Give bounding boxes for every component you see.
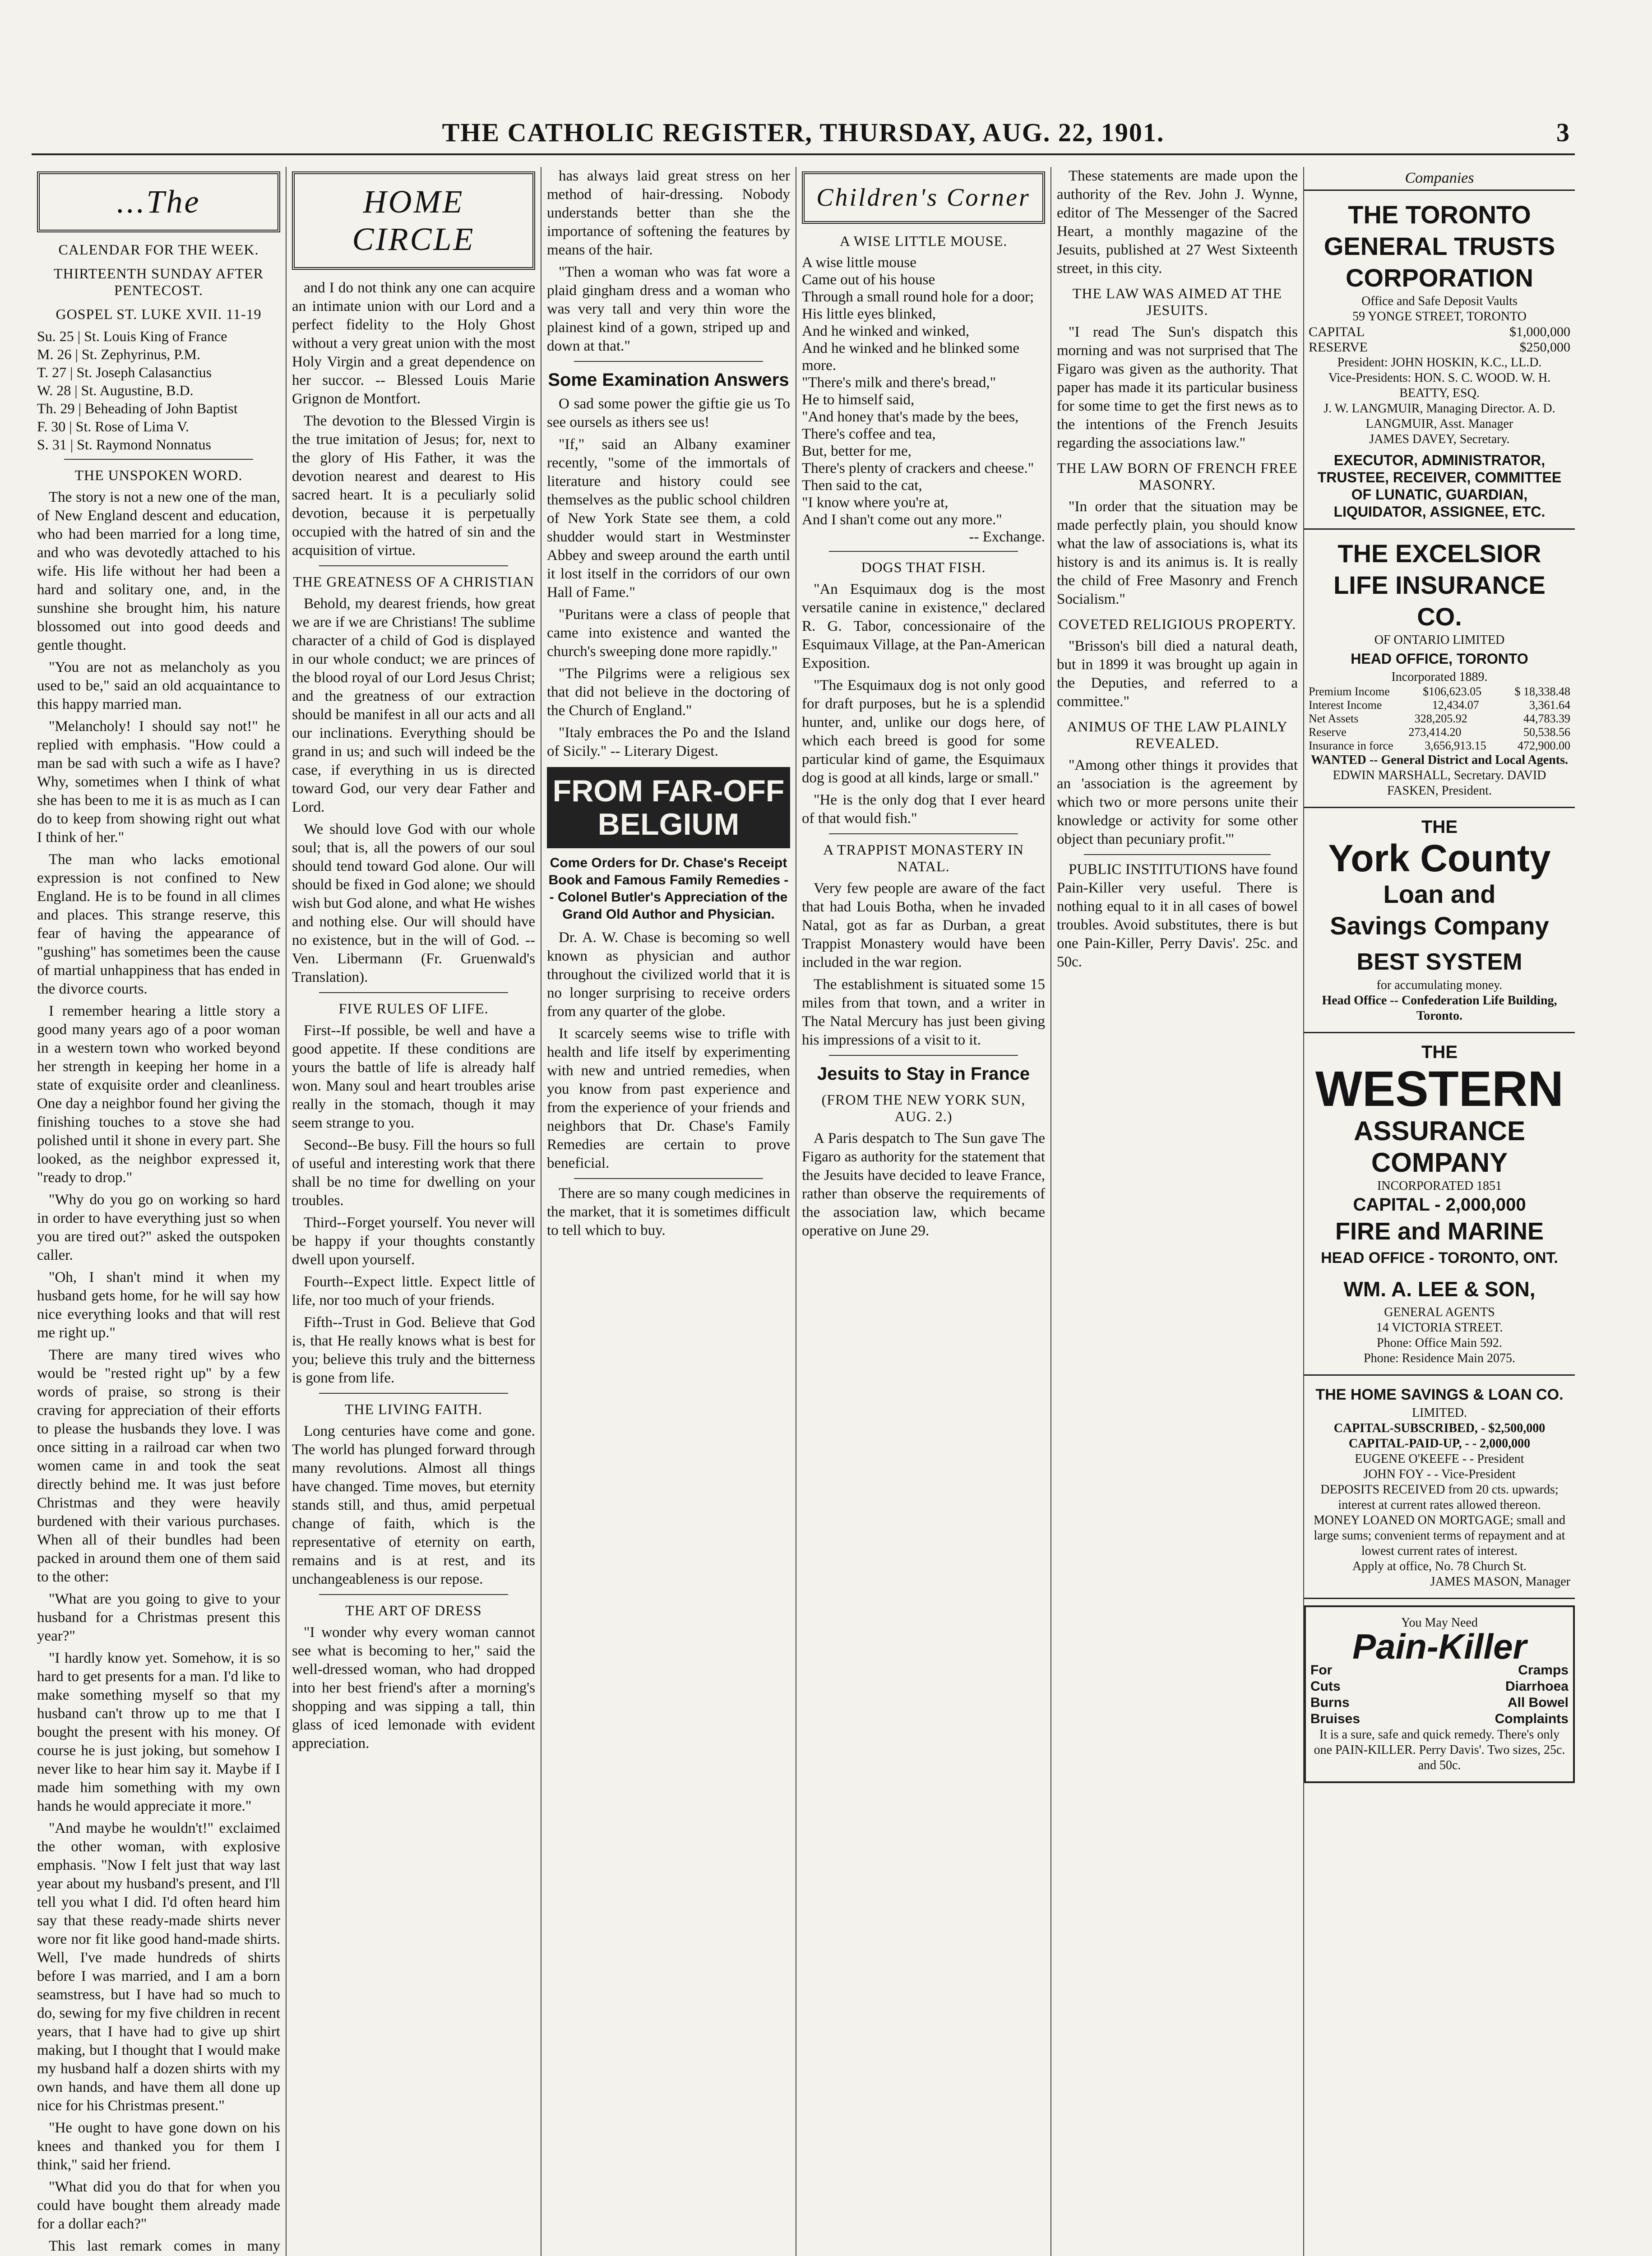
paragraph: "An Esquimaux dog is the most versatile canine in existence," declared R. G. Tabor, concessionaire of the Esquimaux Village, at the Pan-American Exposition.	[802, 581, 1046, 671]
divider	[64, 459, 253, 460]
paragraph: "Italy embraces the Po and the Island of Sicily." -- Literary Digest.	[547, 725, 790, 759]
ads-column	[1304, 167, 1575, 2256]
ad-the: THE	[1421, 1042, 1458, 1062]
poem-line: "There's milk and there's bread,"	[802, 374, 996, 391]
ad-headline-belgium: FROM FAR-OFF BELGIUM	[547, 767, 790, 848]
poem-line: But, better for me,	[802, 443, 912, 459]
paragraph: Long centuries have come and gone. The world has plunged forward through many revolutions. Almost all things have changed. Time moves, but eternity stands still, and thus, amid perpetual change of faith, which is the representative of eternity on earth, remains and is at rest, and its unchangeableness is our repose.	[292, 1423, 535, 1587]
calendar-subtitle: THIRTEENTH SUNDAY AFTER PENTECOST.	[54, 265, 264, 298]
paragraph: The establishment is situated some 15 miles from that town, and a writer in The Natal Mercury has just been giving his impressions of a visit to it.	[802, 976, 1045, 1048]
paragraph: O sad some power the giftie gie us To see oursels as ithers see us!	[547, 396, 790, 430]
divider	[829, 1055, 1018, 1056]
ad-president: EUGENE O'KEEFE - - President	[1355, 1452, 1524, 1466]
ad-name: York County	[1328, 837, 1551, 879]
article-title: A WISE LITTLE MOUSE.	[839, 233, 1008, 249]
article-title: Some Examination Answers	[548, 370, 789, 390]
home-circle-header-left: ...The	[37, 171, 280, 232]
poem-line: His little eyes blinked,	[802, 306, 936, 322]
paragraph: "Oh, I shan't mind it when my husband gets home, for he will say how nice everything looks and that will rest me right up."	[37, 1269, 280, 1341]
column-2	[287, 167, 541, 2256]
ad-office: HEAD OFFICE - TORONTO, ONT.	[1321, 1249, 1558, 1267]
divider	[829, 833, 1018, 834]
reserve-row: RESERVE $250,000	[1309, 340, 1570, 355]
paragraph: "Puritans were a class of people that came into existence and wanted the church's sweeping done more rapidly."	[547, 606, 790, 660]
divider	[319, 565, 508, 566]
ad-sub: Loan and	[1383, 880, 1496, 908]
paragraph: "I wonder why every woman cannot see what is becoming to her," said the well-dressed woman, who had dropped into her best friend's after a morning's shopping and was sipping a tall, thin glass of iced lemonade with evident appreciation.	[292, 1624, 535, 1752]
home-savings-ad	[1304, 1376, 1575, 1599]
article-title: Jesuits to Stay in France	[817, 1064, 1030, 1084]
ad-incorporated: Incorporated 1889.	[1391, 670, 1488, 684]
paragraph: There are many tired wives who would be "rested right up" by a few words of praise, so strong is their craving for appreciation of their efforts to please the husbands they love. I was once sitting in a railroad car when two women came in and took the seat directly behind me. It was just before Christmas and they were heavily burdened with their various purchases. When all of their bundles had been packed in around them one of them said to the other:	[37, 1347, 280, 1585]
paragraph: "He ought to have gone down on his knees and thanked you for them I think," said her friend.	[37, 2120, 280, 2173]
calendar-list	[37, 327, 280, 453]
poem-line: "And honey that's made by the bees,	[802, 409, 1019, 425]
ad-office: HEAD OFFICE, TORONTO	[1351, 651, 1528, 667]
ad-name: THE HOME SAVINGS & LOAN CO.	[1315, 1386, 1564, 1403]
divider	[319, 1393, 508, 1394]
paragraph: The story is not a new one of the man, of New England descent and education, who had been married for a long time, and who was devotedly attached to his wife. His life without her had been a hard and solitary one, and, in the sunshine she brought him, his nature blossomed out into good deeds and gentle thought.	[37, 489, 280, 653]
ad-capital: CAPITAL-PAID-UP, - - 2,000,000	[1348, 1437, 1531, 1451]
excelsior-ad	[1304, 530, 1575, 808]
divider	[829, 551, 1018, 552]
table-row: Reserve 273,414.20 50,538.56	[1309, 726, 1570, 739]
paragraph: Fourth--Expect little. Expect little of life, nor too much of your friends.	[292, 1274, 535, 1308]
column-3	[541, 167, 796, 2256]
paragraph: There are so many cough medicines in the market, that it is sometimes difficult to tell which to buy.	[547, 1185, 790, 1239]
western-assurance-ad	[1304, 1033, 1575, 1376]
ad-limited: LIMITED.	[1411, 1406, 1467, 1420]
masthead-title: THE CATHOLIC REGISTER, THURSDAY, AUG. 22, 1901.	[442, 118, 1165, 147]
ad-sub: Savings Company	[1330, 911, 1549, 940]
table-row: Insurance in force 3,656,913.15 472,900.00	[1309, 739, 1570, 752]
article-title: THE ART OF DRESS	[345, 1602, 482, 1618]
paragraph: PUBLIC INSTITUTIONS have found Pain-Killer very useful. There is nothing equal to it in all cases of bowel troubles. Avoid substitutes, there is but one Pain-Killer, Perry Davis'. 25c. and 50c.	[1057, 861, 1298, 970]
ad-best-sub: for accumulating money.	[1376, 978, 1503, 992]
paragraph: Behold, my dearest friends, how great we are if we are Christians! The sublime character of a child of God is displayed in our whole conduct; we are princes of the blood royal of our Lord Jesus Christ; and the greatness of our extraction should be manifest in all our acts and all our inclinations. Everything should be grand in us; and such will indeed be the case, if everything in us is directed toward God, our very dear Father and Lord.	[292, 596, 535, 815]
poem-line: There's plenty of crackers and cheese."	[802, 460, 1034, 476]
ad-wanted: WANTED -- General District and Local Agents.	[1310, 753, 1569, 767]
ad-money: MONEY LOANED ON MORTGAGE; small and large sums; convenient terms of repayment and at lowest current rates of interest.	[1313, 1513, 1565, 1558]
article-subtitle: (FROM THE NEW YORK SUN, AUG. 2.)	[821, 1091, 1026, 1124]
calendar-gospel: GOSPEL ST. LUKE XVII. 11-19	[56, 306, 262, 322]
ad-name: THE TORONTO GENERAL TRUSTS CORPORATION	[1323, 200, 1555, 292]
ad-sub: Office and Safe Deposit Vaults	[1361, 294, 1518, 308]
ad-capital: CAPITAL-SUBSCRIBED, - $2,500,000	[1333, 1421, 1546, 1435]
poem-line: Through a small round hole for a door;	[802, 289, 1034, 305]
table-row: Net Assets 328,205.92 44,783.39	[1309, 712, 1570, 725]
paragraph: "If," said an Albany examiner recently, "some of the immortals of literature and history could see themselves as the public school children of New York State see them, a cold shudder would start in Westminster Abbey and sweep around the earth until it lost itself in the corridors of our own Hall of Fame."	[547, 436, 790, 601]
poem-line: "I know where you're at,	[802, 495, 949, 511]
paragraph: A Paris despatch to The Sun gave The Figaro as authority for the statement that the Jesuits have decided to leave France, rather than observe the requirements of the association law, which became operative on June 29.	[802, 1130, 1045, 1239]
article-title: FIVE RULES OF LIFE.	[338, 1000, 489, 1017]
paragraph: "You are not as melancholy as you used to be," said an old acquaintance to this happy married man.	[37, 659, 280, 712]
paragraph: "The Pilgrims were a religious sex that did not believe in the doctoring of the Church of England."	[547, 666, 790, 719]
poem-line: And I shan't come out any more."	[802, 512, 1002, 528]
paragraph: "Among other things it provides that an 'association is the agreement by which two or more persons unite their knowledge or activity for some other object than pecuniary profit.'"	[1057, 757, 1298, 847]
pain-killer-ad	[1304, 1605, 1575, 1783]
calendar-row: Th. 29 | Beheading of John Baptist	[37, 400, 238, 416]
paragraph: Dr. A. W. Chase is becoming so well known as physician and author throughout the civilized world that it is no longer surprising to receive orders from any quarter of the globe.	[547, 929, 790, 1020]
paragraph: The devotion to the Blessed Virgin is the true imitation of Jesus; for, next to the glory of His Father, it was the devotion nearest and dearest to His sacred heart. It is a peculiarly solid devotion, because it is perpetually occupied with the hatred of sin and the acquisition of virtue.	[292, 413, 535, 559]
ad-name: Pain-Killer	[1352, 1627, 1527, 1666]
ad-president: President: JOHN HOSKIN, K.C., LL.D.	[1337, 356, 1542, 370]
ad-secretary: JAMES DAVEY, Secretary.	[1369, 432, 1510, 446]
capital-row: CAPITAL $1,000,000	[1309, 324, 1570, 339]
section-label: Companies	[1304, 167, 1575, 191]
calendar-title: CALENDAR FOR THE WEEK.	[58, 241, 259, 258]
calendar-row: F. 30 | St. Rose of Lima V.	[37, 418, 189, 435]
calendar-row: T. 27 | St. Joseph Calasanctius	[37, 364, 212, 380]
ad-name: WESTERN	[1315, 1061, 1564, 1117]
calendar-row: W. 28 | St. Augustine, B.D.	[37, 382, 194, 398]
article-title: THE LAW WAS AIMED AT THE JESUITS.	[1072, 285, 1282, 318]
paragraph: We should love God with our whole soul; that is, all the powers of our soul should tend toward God alone. Our will should be fixed in God alone; we should wish but God alone, and what He wishes and nothing else. Our will should have no existence, but in the will of God. -- Ven. Libermann (Fr. Gruenwald's Translation).	[292, 821, 535, 985]
poem-line: Then said to the cat,	[802, 477, 922, 494]
paragraph: Fifth--Trust in God. Believe that God is, that He really knows what is best for you; believe this truly and the bitterness is gone from life.	[292, 1314, 535, 1386]
ad-name: THE EXCELSIOR LIFE INSURANCE CO.	[1333, 539, 1546, 631]
childrens-corner-header: Children's Corner	[802, 171, 1045, 224]
ad-the: THE	[1421, 817, 1458, 837]
paragraph: and I do not think any one can acquire an intimate union with our Lord and a perfect fidelity to the Holy Ghost without a very great union with the most Holy Virgin and a great dependence on her succor. -- Blessed Louis Marie Grignon de Montfort.	[292, 280, 535, 407]
ad-company: COMPANY	[1371, 1147, 1508, 1178]
paragraph: "Why do you go on working so hard in order to have everything just so when you are tired out?" asked the outspoken caller.	[37, 1192, 280, 1263]
ad-best-system: BEST SYSTEM	[1356, 949, 1522, 975]
ad-apply: Apply at office, No. 78 Church St.	[1352, 1559, 1527, 1573]
page-number: 3	[1556, 118, 1570, 147]
paragraph: "What did you do that for when you could have bought them already made for a dollar each?"	[37, 2179, 280, 2232]
ad-office: Head Office -- Confederation Life Building, Toronto.	[1322, 994, 1557, 1023]
poem-line: There's coffee and tea,	[802, 426, 936, 442]
newspaper-page	[32, 90, 1575, 2256]
paragraph: I remember hearing a little story a good many years ago of a poor woman in a western town who worked beyond her strength in keeping her home in a state of exquisite order and cleanliness. One day a neighbor found her giving the finishing touches to a stove she had polished until it shone in every part. She looked, as the neighbor expressed it, "ready to drop."	[37, 1003, 280, 1186]
poem-line: A wise little mouse	[802, 254, 916, 271]
poem-line: He to himself said,	[802, 392, 915, 408]
article-title: COVETED RELIGIOUS PROPERTY.	[1058, 616, 1296, 632]
poem	[802, 254, 1045, 546]
divider	[319, 992, 508, 993]
paragraph: First--If possible, be well and have a good appetite. If these conditions are yours the battle of life is already half won. Many soul and heart troubles arise really in the stomach, though it may seem strange to you.	[292, 1022, 535, 1131]
article-title: THE GREATNESS OF A CHRISTIAN	[293, 573, 534, 590]
column-1	[32, 167, 287, 2256]
divider	[574, 361, 763, 362]
table-row: Interest Income 12,434.07 3,361.64	[1309, 698, 1570, 712]
ad-vp: Vice-Presidents: HON. S. C. WOOD. W. H. BEATTY, ESQ.	[1328, 371, 1551, 400]
ad-managers: J. W. LANGMUIR, Managing Director. A. D. LANGMUIR, Asst. Manager	[1323, 402, 1555, 431]
ad-officers: EDWIN MARSHALL, Secretary. DAVID FASKEN, President.	[1333, 768, 1546, 798]
paragraph: It scarcely seems wise to trifle with health and life itself by experimenting with new and untried remedies, when you know from past experience and from the experience of your friends and neighbors that Dr. Chase's Family Remedies are certain to prove beneficial.	[547, 1026, 790, 1171]
paragraph: "Melancholy! I should say not!" he replied with emphasis. "How could a man be sad with such a wife as I have? Why, sometimes when I think of what she has been to me it is as much as I can do to keep from showing right out what I think of her."	[37, 718, 280, 846]
ad-capacities: EXECUTOR, ADMINISTRATOR, TRUSTEE, RECEIVER, COMMITTEE OF LUNATIC, GUARDIAN, LIQUIDATOR, ASSIGNEE, ETC.	[1317, 452, 1562, 520]
paragraph: "I read The Sun's dispatch this morning and was not surprised that The Figaro was given as the authority. That paper has made it its particular business for some time to get the first news as to the intentions of the French Jesuits regarding the associations law."	[1057, 324, 1298, 451]
paragraph: "Brisson's bill died a natural death, but in 1899 it was brought up again in the Deputies, and referred to a committee."	[1057, 638, 1298, 710]
ad-agent-sub: GENERAL AGENTS	[1384, 1305, 1495, 1319]
ad-incorporated: INCORPORATED 1851	[1377, 1179, 1502, 1193]
home-circle-header-right: HOME CIRCLE	[292, 171, 535, 270]
article-title: THE LAW BORN OF FRENCH FREE MASONRY.	[1057, 460, 1298, 493]
paragraph: "What are you going to give to your husband for a Christmas present this year?"	[37, 1591, 280, 1644]
article-title: THE LIVING FAITH.	[344, 1401, 483, 1417]
ad-address: 59 YONGE STREET, TORONTO	[1352, 310, 1527, 324]
ad-sub: OF ONTARIO LIMITED	[1374, 633, 1505, 647]
ad-vp: JOHN FOY - - Vice-President	[1363, 1467, 1516, 1481]
column-5	[1051, 167, 1304, 2256]
poem-line: And he winked and winked,	[802, 323, 970, 339]
toronto-trusts-ad	[1304, 191, 1575, 530]
paragraph: "I hardly know yet. Somehow, it is so hard to get presents for a man. I'd like to make something myself so that my husband can't throw up to me that I bought the present with his money. Of course he is just joking, but somehow I never like to hear him say it. Maybe if I made him something with my own hands he would appreciate it more."	[37, 1650, 280, 1814]
paragraph: "The Esquimaux dog is not only good for draft purposes, but he is a splendid hunter, and, unlike our dogs here, of which each breed is good for some particular kind of game, the Esquimaux dog is good at all kinds, large or small."	[802, 677, 1045, 786]
ad-phone: Phone: Residence Main 2075.	[1364, 1351, 1515, 1365]
paragraph: Third--Forget yourself. You never will be happy if your thoughts constantly dwell upon yourself.	[292, 1215, 535, 1268]
ad-fire-marine: FIRE and MARINE	[1335, 1218, 1544, 1245]
ad-manager: JAMES MASON, Manager	[1430, 1575, 1570, 1589]
calendar-row: S. 31 | St. Raymond Nonnatus	[37, 436, 211, 453]
ad-need: You May Need	[1401, 1616, 1478, 1630]
ad-phone: Phone: Office Main 592.	[1377, 1336, 1502, 1350]
ad-capital: CAPITAL - 2,000,000	[1353, 1195, 1526, 1215]
paragraph: "Then a woman who was fat wore a plaid gingham dress and a woman who was very tall and very thin wore the plainest kind of a gown, striped up and down at that."	[547, 264, 790, 354]
paragraph: "And maybe he wouldn't!" exclaimed the other woman, with explosive emphasis. "Now I felt just that way last year about my husband's present, and I'll tell you what I did. I'd often heard him say that these ready-made shirts never wore nor fit like good hand-made shirts. Well, I've made hundreds of shirts before I was married, and I am a born seamstress, but I have had so much to do, sewing for my five children in recent years, that I have had to give up shirt making, but I thought that I would make my husband half a dozen shirts with my own hands, and have them all done up nice for his Christmas present."	[37, 1820, 280, 2114]
calendar-row: M. 26 | St. Zephyrinus, P.M.	[37, 346, 200, 362]
paragraph: Second--Be busy. Fill the hours so full of useful and interesting work that there shall be no time for dwelling on your troubles.	[292, 1137, 535, 1209]
ad-uses: For Cuts Burns Bruises Cramps Diarrhoea All Bowel Complaints	[1310, 1663, 1569, 1726]
column-4	[796, 167, 1051, 2256]
ad-assurance: ASSURANCE	[1353, 1116, 1526, 1146]
divider	[1084, 854, 1271, 855]
article-title: A TRAPPIST MONASTERY IN NATAL.	[823, 841, 1024, 874]
york-county-ad	[1304, 808, 1575, 1033]
paragraph: The man who lacks emotional expression is not confined to New England. He is to be found in all climes and places. This strange reserve, this fear of having the appearance of "gushing" has sometimes been the cause of martial unhappiness that has ended in the divorce courts.	[37, 851, 280, 997]
article-title: THE UNSPOKEN WORD.	[74, 467, 243, 483]
poem-line: -- Exchange.	[969, 529, 1045, 545]
paragraph: "In order that the situation may be made perfectly plain, you should know what the law of associations is, what its history is and its animus is. It is really the child of Free Masonry and French Socialism."	[1057, 499, 1298, 607]
ad-subheadline: Come Orders for Dr. Chase's Receipt Book and Famous Family Remedies -- Colonel Butler's Appreciation of the Grand Old Author and Physician.	[548, 855, 789, 922]
poem-line: Came out of his house	[802, 272, 935, 288]
paragraph: Very few people are aware of the fact that had Louis Botha, when he invaded Natal, got as far as Durban, a great Trappist Monastery would have been included in the war region.	[802, 880, 1045, 971]
table-row: Premium Income $106,623.05 $ 18,338.48	[1309, 685, 1570, 698]
poem-line: And he winked and he blinked some more.	[802, 340, 1020, 374]
divider	[574, 1178, 763, 1179]
calendar-row: Su. 25 | St. Louis King of France	[37, 328, 227, 344]
article-title: DOGS THAT FISH.	[861, 559, 986, 575]
article-title: ANIMUS OF THE LAW PLAINLY REVEALED.	[1067, 718, 1288, 751]
paragraph: "He is the only dog that I ever heard of that would fish."	[802, 792, 1045, 827]
divider	[319, 1594, 508, 1595]
ad-deposits: DEPOSITS RECEIVED from 20 cts. upwards; interest at current rates allowed thereon.	[1320, 1483, 1559, 1512]
paragraph: These statements are made upon the authority of the Rev. John J. Wynne, editor of The Messenger of the Sacred Heart, a monthly magazine of the Jesuits, published at 27 West Sixteenth street, in this city.	[1057, 168, 1298, 277]
ad-agent-address: 14 VICTORIA STREET.	[1376, 1321, 1503, 1335]
ad-footer: It is a sure, safe and quick remedy. There's only one PAIN-KILLER. Perry Davis'. Two sizes, 25c. and 50c.	[1314, 1728, 1565, 1772]
ad-agent: WM. A. LEE & SON,	[1343, 1277, 1536, 1301]
paragraph: has always laid great stress on her method of hair-dressing. Nobody understands better than she the importance of softening the features by means of the hair.	[547, 168, 790, 258]
masthead	[32, 117, 1575, 155]
paragraph: This last remark comes in many	[49, 2238, 280, 2254]
